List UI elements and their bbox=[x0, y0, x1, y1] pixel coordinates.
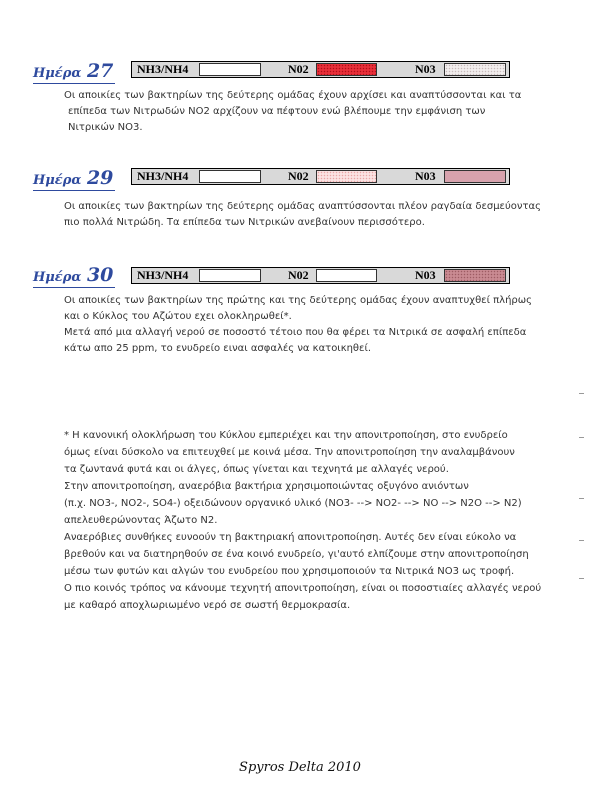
text-line: και ο Κύκλος του Αζώτου εχει ολοκληρωθεί*. bbox=[64, 311, 292, 322]
text-line: Οι αποικίες των βακτηρίων της πρώτης και της δεύτερης ομάδας έχουν αναπτυχθεί πλήρως bbox=[64, 295, 533, 306]
nh-swatch bbox=[199, 63, 261, 76]
nh-label: NH3/NH4 bbox=[137, 62, 189, 76]
author-signature: Spyros Delta 2010 bbox=[239, 760, 361, 775]
note-line: Ο πιο κοινός τρόπος να κάνουμε τεχνητή απονιτροποίηση, είναι οι ποσοστιαίες αλλαγές νερού bbox=[64, 583, 542, 594]
day-heading-27 bbox=[33, 60, 113, 82]
edge-mark bbox=[579, 578, 584, 579]
day-29-text bbox=[64, 199, 541, 231]
text-line: πιο πολλά Νιτρώδη. Τα επίπεδα των Νιτρικών ανεβαίνουν περισσότερο. bbox=[64, 217, 425, 228]
no3-swatch bbox=[444, 170, 506, 183]
day-number: 30 bbox=[86, 264, 114, 286]
levels-bar-day-27 bbox=[131, 61, 510, 78]
day-word: Ημέρα bbox=[33, 270, 82, 285]
levels-bar-day-30 bbox=[131, 267, 510, 284]
text-line: επίπεδα των Νιτρωδών NO2 αρχίζουν να πέφτουν ενώ βλέπουμε την εμφάνιση των bbox=[68, 106, 486, 117]
no3-swatch bbox=[444, 269, 506, 282]
note-line: όμως είναι δύσκολο να επιτευχθεί με κοινά μέσα. Την απονιτροποίηση την αναλαμβάνουν bbox=[64, 447, 515, 458]
note-line: (π.χ. NO3-, NO2-, SO4-) οξειδώνουν οργανικό υλικό (NO3- --> NO2- --> NO --> N2O --> N2) bbox=[64, 498, 522, 509]
no2-label: N02 bbox=[288, 169, 309, 183]
denitrification-footnote bbox=[64, 427, 541, 614]
day-30-text bbox=[64, 293, 532, 357]
edge-mark bbox=[579, 540, 584, 541]
nh-swatch bbox=[199, 269, 261, 282]
day-number: 29 bbox=[86, 167, 114, 189]
note-line: με καθαρό αποχλωριωμένο νερό σε σωστή θερμοκρασία. bbox=[64, 600, 351, 611]
no2-label: N02 bbox=[288, 62, 309, 76]
note-line: μέσω των φυτών και αλγών του ενυδρείου που χρησιμοποιούν τα Νιτρικά NO3 ως τροφή. bbox=[64, 566, 515, 577]
note-line: απελευθερώνοντας Άζωτο N2. bbox=[64, 515, 218, 526]
text-line: Μετά από μια αλλαγή νερού σε ποσοστό τέτοιο που θα φέρει τα Νιτρικά σε ασφαλή επίπεδα bbox=[64, 327, 527, 338]
edge-mark bbox=[579, 498, 584, 499]
edge-mark bbox=[579, 437, 584, 438]
levels-bar-day-29 bbox=[131, 168, 510, 185]
note-line: τα ζωντανά φυτά και οι άλγες, όπως γίνεται και τεχνητά με αλλαγές νερού. bbox=[64, 464, 449, 475]
day-heading-30 bbox=[33, 264, 113, 286]
no3-label: N03 bbox=[415, 62, 436, 76]
note-line: Στην απονιτροποίηση, αναερόβια βακτήρια χρησιμοποιώντας οξυγόνο ανιόντων bbox=[64, 481, 469, 492]
text-line: Οι αποικίες των βακτηρίων της δεύτερης ομάδας έχουν αρχίσει και αναπτύσσονται και τα bbox=[64, 90, 522, 101]
no2-swatch bbox=[316, 63, 377, 76]
note-line: βρεθούν και να διατηρηθούν σε ένα κοινό ενυδρείο, γι'αυτό ελπίζουμε στην απονιτροποίηση bbox=[64, 549, 529, 560]
no2-swatch bbox=[316, 269, 377, 282]
day-word: Ημέρα bbox=[33, 173, 82, 188]
no2-label: N02 bbox=[288, 268, 309, 282]
note-line: * Η κανονική ολοκλήρωση του Κύκλου εμπεριέχει και την απονιτροποίηση, στο ενυδρείο bbox=[64, 430, 508, 441]
day-word: Ημέρα bbox=[33, 66, 82, 81]
no3-swatch bbox=[444, 63, 506, 76]
edge-mark bbox=[579, 393, 584, 394]
day-number: 27 bbox=[86, 60, 114, 82]
no3-label: N03 bbox=[415, 169, 436, 183]
day-27-text bbox=[64, 88, 521, 136]
nh-label: NH3/NH4 bbox=[137, 169, 189, 183]
nh-swatch bbox=[199, 170, 261, 183]
no3-label: N03 bbox=[415, 268, 436, 282]
text-line: Νιτρικών NO3. bbox=[68, 122, 143, 133]
no2-swatch bbox=[316, 170, 377, 183]
nh-label: NH3/NH4 bbox=[137, 268, 189, 282]
day-heading-29 bbox=[33, 167, 113, 189]
note-line: Αναερόβιες συνθήκες ευνοούν τη βακτηριακή απονιτροποίηση. Αυτές δεν είναι εύκολο να bbox=[64, 532, 517, 543]
text-line: Οι αποικίες των βακτηρίων της δεύτερης ομάδας αναπτύσσονται πλέον ραγδαία δεσμεύοντας bbox=[64, 201, 541, 212]
text-line: κάτω απο 25 ppm, το ενυδρείο ειναι ασφαλές να κατοικηθεί. bbox=[64, 343, 372, 354]
